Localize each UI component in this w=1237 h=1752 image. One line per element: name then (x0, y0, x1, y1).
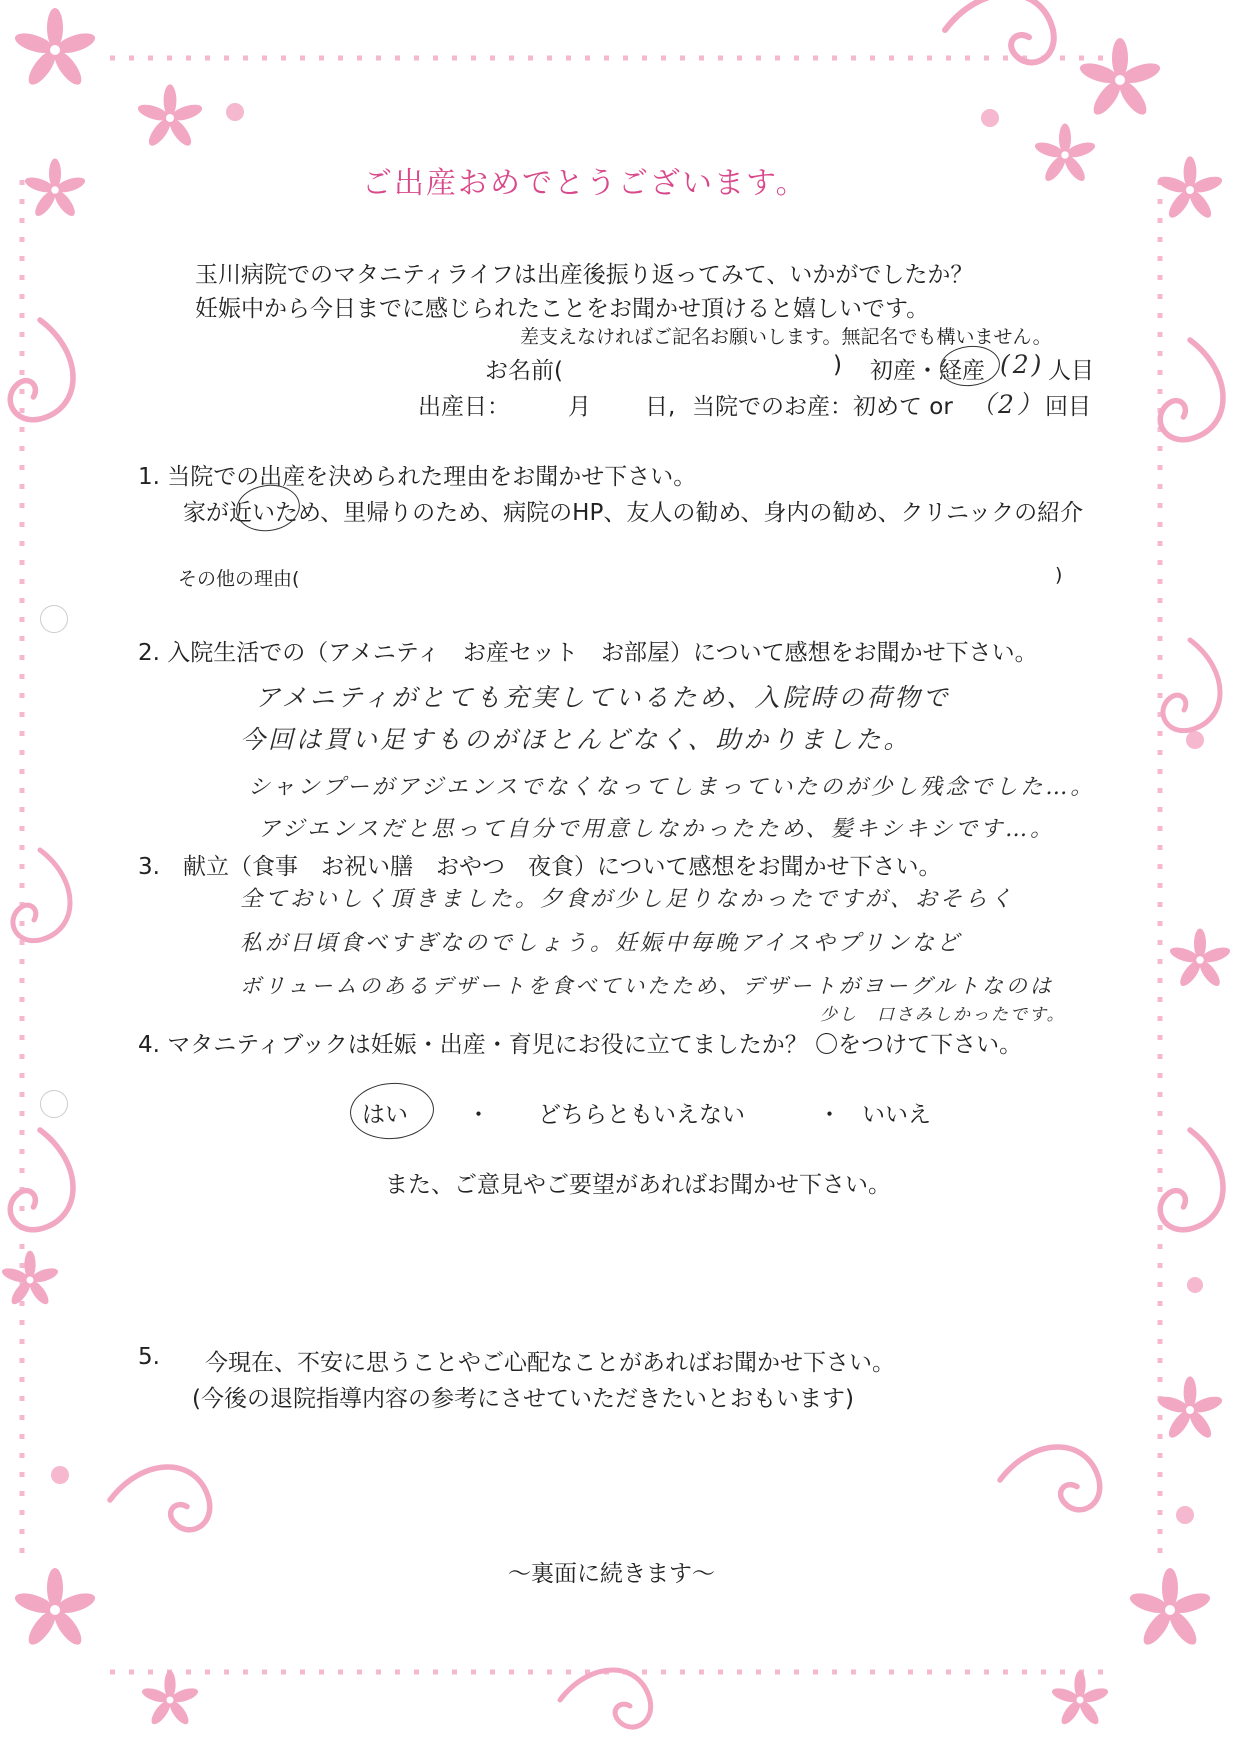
q3-answer-line: 少し 口さみしかったです。 (820, 1005, 1066, 1025)
q1-question: 1. 当院での出産を決められた理由をお聞かせ下さい。 (138, 464, 697, 490)
q4-question: 4. マタニティブックは妊娠・出産・育児にお役に立てましたか？ 〇をつけて下さい。 (138, 1032, 1023, 1058)
q1-options: 家が近いため、里帰りのため、病院のHP、友人の勧め、身内の勧め、クリニックの紹介 (183, 500, 1084, 526)
q3-answer-line: 全ておいしく頂きました。夕食が少し足りなかったですが、おそらく (240, 887, 1016, 912)
q1-other-field[interactable] (330, 588, 1050, 589)
punch-hole (40, 1090, 68, 1118)
q2-answer-line: シャンプーがアジエンスでなくなってしまっていたのが少し残念でした…。 (248, 775, 1096, 800)
q5-subtext: (今後の退院指導内容の参考にさせていただきたいとおもいます) (192, 1386, 854, 1412)
birthdate-month: 月 (568, 394, 591, 420)
q3-question: 3. 献立（食事 お祝い膳 おやつ 夜食）について感想をお聞かせ下さい。 (138, 854, 942, 880)
hospital-birth-count: （2） (970, 390, 1045, 419)
birthdate-label: 出産日： (418, 394, 510, 420)
q4-option-no[interactable]: いいえ (862, 1102, 931, 1128)
intro-line-1: 玉川病院でのマタニティライフは出産後振り返ってみて、いかがでしたか？ (195, 262, 974, 288)
q4-followup: また、ご意見やご要望があればお聞かせ下さい。 (385, 1172, 891, 1198)
q1-other-close: ) (1055, 564, 1063, 586)
name-label: お名前( (485, 358, 563, 384)
q5-question: 今現在、不安に思うことやご心配なことがあればお聞かせ下さい。 (205, 1350, 895, 1376)
birthdate-day: 日, (645, 394, 676, 420)
q5-number: 5. (138, 1344, 160, 1370)
q3-answer-line: 私が日頃食べすぎなのでしょう。妊娠中毎晩アイスやプリンなど (240, 931, 962, 956)
child-count-value: (2) (1000, 350, 1045, 379)
birth-type: 初産・経産 (870, 358, 985, 384)
intro-note: 差支えなければご記名お願いします。無記名でも構いません。 (520, 326, 1052, 348)
q4-separator: ・ (818, 1102, 841, 1128)
hospital-birth-unit: 回目 (1045, 394, 1091, 420)
q1-other-label: その他の理由( (178, 568, 300, 590)
q4-option-yes[interactable]: はい (362, 1102, 408, 1128)
q2-question: 2. 入院生活での（アメニティ お産セット お部屋）について感想をお聞かせ下さい。 (138, 640, 1038, 666)
q4-option-neutral[interactable]: どちらともいえない (538, 1102, 745, 1128)
continue-note: ～裏面に続きます～ (508, 1561, 715, 1587)
q2-answer-line: 今回は買い足すものがほとんどなく、助かりました。 (240, 725, 912, 754)
q2-answer-line: アメニティがとても充実しているため、入院時の荷物で (255, 683, 951, 712)
q4-separator: ・ (467, 1102, 490, 1128)
page-title: ご出産おめでとうございます。 (362, 166, 808, 201)
hospital-birth-label: 当院でのお産：初めて or (692, 394, 953, 420)
q2-answer-line: アジエンスだと思って自分で用意しなかったため、髪キシキシです…。 (258, 817, 1056, 842)
child-count-unit: 人目 (1048, 358, 1094, 384)
q3-answer-line: ボリュームのあるデザートを食べていたため、デザートがヨーグルトなのは (240, 974, 1054, 998)
punch-hole (40, 605, 68, 633)
intro-line-2: 妊娠中から今日までに感じられたことをお聞かせ頂けると嬉しいです。 (195, 296, 930, 322)
name-close: ) (833, 352, 842, 378)
name-field[interactable] (585, 380, 825, 381)
